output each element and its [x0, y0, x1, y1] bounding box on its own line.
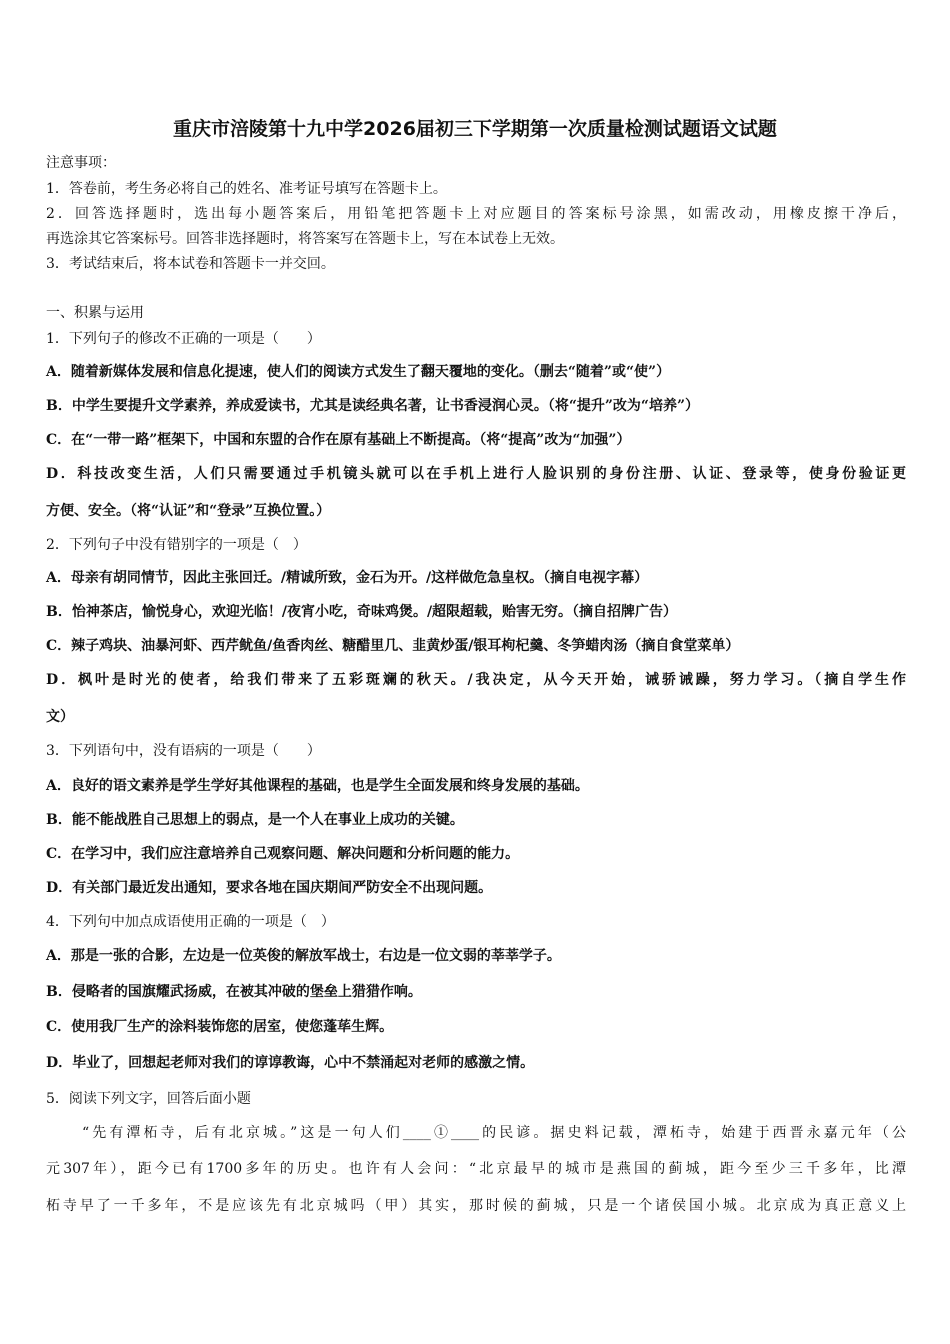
option-c[interactable]: C．使用我厂生产的涂料装饰您的居室，使您蓬荜生辉。	[46, 1019, 394, 1035]
option-d[interactable]: D．枫叶是时光的使者，给我们带来了五彩斑斓的秋天。/我决定，从今天开始，诫骄诫躁，努力学习。（摘自学生作	[46, 672, 906, 688]
notice-item: 2．回答选择题时，选出每小题答案后，用铅笔把答题卡上对应题目的答案标号涂黑，如需改动，用橡皮擦干净后，	[46, 206, 906, 222]
passage-line: “先有潭柘寺，后有北京城。”这是一句人们____①____的民谚。据史料记载，潭柘寺，始建于西晋永嘉元年（公	[82, 1125, 906, 1141]
option-d[interactable]: D．科技改变生活，人们只需要通过手机镜头就可以在手机上进行人脸识别的身份注册、认证、登录等，使身份验证更	[46, 466, 906, 482]
passage-line: 元307年），距今已有1700多年的历史。也许有人会问：“北京最早的城市是燕国的蓟城，距今至少三千多年，比潭	[46, 1161, 906, 1177]
page-title: 重庆市涪陵第十九中学2026届初三下学期第一次质量检测试题语文试题	[173, 118, 777, 140]
notice-item: 再选涂其它答案标号。回答非选择题时，将答案写在答题卡上，写在本试卷上无效。	[46, 231, 564, 247]
option-d[interactable]: D．有关部门最近发出通知，要求各地在国庆期间严防安全不出现问题。	[46, 880, 493, 896]
option-a[interactable]: A．随着新媒体发展和信息化提速，使人们的阅读方式发生了翻天覆地的变化。（删去“随着”或“使”）	[46, 364, 671, 380]
question-stem: 1．下列句子的修改不正确的一项是（ ）	[46, 331, 321, 347]
question-stem: 3．下列语句中，没有语病的一项是（ ）	[46, 743, 321, 759]
option-a[interactable]: A．母亲有胡同情节，因此主张回迁。/精诚所致，金石为开。/这样做危急皇权。（摘自电视字幕）	[46, 570, 649, 586]
option-a[interactable]: A．良好的语文素养是学生学好其他课程的基础，也是学生全面发展和终身发展的基础。	[46, 778, 589, 794]
notice-item: 3．考试结束后，将本试卷和答题卡一并交回。	[46, 256, 335, 272]
option-c[interactable]: C．辣子鸡块、油暴河虾、西芹鱿鱼/鱼香肉丝、糖醋里几、韭黄炒蛋/银耳枸杞羹、冬笋蜡肉汤（摘自食堂菜单）	[46, 638, 740, 654]
passage-line: 柘寺早了一千多年，不是应该先有北京城吗（甲）其实，那时候的蓟城，只是一个诸侯国小城。北京成为真正意义上	[46, 1198, 906, 1214]
option-a[interactable]: A．那是一张的合影，左边是一位英俊的解放军战士，右边是一位文弱的莘莘学子。	[46, 948, 561, 964]
notice-heading: 注意事项：	[46, 155, 116, 171]
option-b[interactable]: B．怡神茶店，愉悦身心，欢迎光临！/夜宵小吃，奇味鸡煲。/超限超载，贻害无穷。（摘自招牌广告）	[46, 604, 678, 620]
option-c[interactable]: C．在学习中，我们应注意培养自己观察问题、解决问题和分析问题的能力。	[46, 846, 520, 862]
question-stem: 4．下列句中加点成语使用正确的一项是（ ）	[46, 914, 335, 930]
option-b[interactable]: B．能不能战胜自己思想上的弱点，是一个人在事业上成功的关键。	[46, 812, 464, 828]
option-d-continued: 方便、安全。（将“认证”和“登录”互换位置。）	[46, 503, 331, 519]
option-d-continued: 文）	[46, 709, 74, 725]
option-c[interactable]: C．在“一带一路”框架下，中国和东盟的合作在原有基础上不断提高。（将“提高”改为“加强”）	[46, 432, 631, 448]
question-stem: 5．阅读下列文字，回答后面小题	[46, 1091, 251, 1107]
section-heading: 一、积累与运用	[46, 305, 144, 321]
question-stem: 2．下列句子中没有错别字的一项是（ ）	[46, 537, 307, 553]
option-d[interactable]: D．毕业了，回想起老师对我们的谆谆教诲，心中不禁涌起对老师的感激之情。	[46, 1055, 535, 1071]
option-b[interactable]: B．侵略者的国旗耀武扬威，在被其冲破的堡垒上猎猎作响。	[46, 984, 422, 1000]
option-b[interactable]: B．中学生要提升文学素养，养成爱读书，尤其是读经典名著，让书香浸润心灵。（将“提升”改为“培养”）	[46, 398, 700, 414]
notice-item: 1．答卷前，考生务必将自己的姓名、准考证号填写在答题卡上。	[46, 181, 447, 197]
